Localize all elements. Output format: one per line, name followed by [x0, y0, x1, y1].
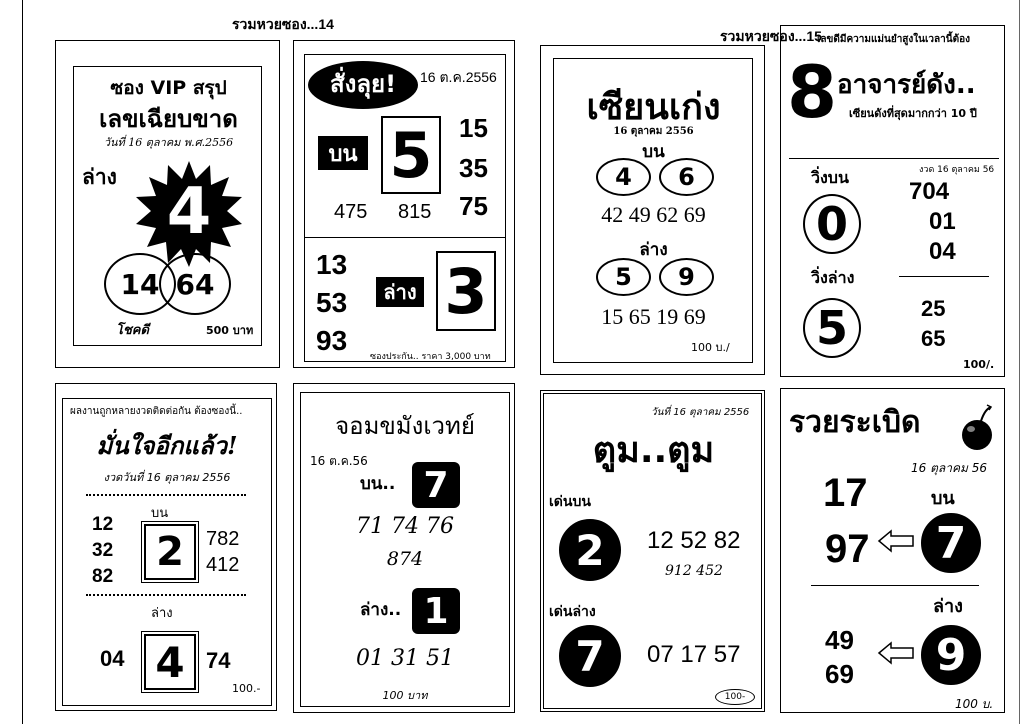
ruay-price: 100 บ. [955, 697, 994, 711]
ajarn-divider-2 [899, 276, 989, 277]
ruay-date: 16 ตุลาคม 56 [911, 461, 987, 475]
sianeng-price: 100 บ./ [691, 341, 730, 354]
jom-low-nums: 01 31 51 [356, 646, 454, 671]
toom-top-circle: 2 [559, 519, 621, 581]
manjai-top-digit: 2 [156, 529, 184, 575]
manjai-divider-1 [86, 494, 246, 496]
sianeng-top-circle-2: 6 [659, 158, 714, 196]
sangluy-note: ซองประกัน.. ราคา 3,000 บาท [370, 352, 491, 362]
panel-toom [540, 390, 765, 712]
jom-price: 100 บาท [382, 689, 428, 702]
ajarn-run-top-label: วิ่งบน [811, 168, 849, 187]
toom-low-circle: 7 [559, 625, 621, 687]
sangluy-low-label: ล่าง [376, 277, 424, 307]
ajarn-run-low-label: วิ่งล่าง [811, 268, 855, 287]
ajarn-run-top-circle: 0 [803, 194, 861, 254]
manjai-title: มั่นใจอีกแล้ว! [96, 431, 238, 460]
manjai-low-box [144, 634, 196, 690]
vip-pair-circle-2: 64 [159, 253, 231, 315]
manjai-low-left: 04 [100, 646, 125, 671]
sangluy-divider [304, 237, 506, 238]
sianeng-low-label: ล่าง [639, 240, 668, 260]
header-right: รวมหวยซอง...15 [720, 28, 822, 44]
toom-top-label: เด่นบน [549, 494, 591, 510]
vip-brand: โชคดี [116, 323, 149, 338]
panel-sangluy [293, 40, 515, 368]
sangluy-top-digit: 5 [389, 118, 433, 192]
ruay-title: รวยระเบิด [789, 405, 921, 440]
toom-price: 100- [715, 689, 755, 705]
sangluy-date: 16 ต.ค.2556 [420, 69, 497, 85]
ruay-top-label: บน [931, 488, 955, 509]
sianeng-top-circle-1: 4 [596, 158, 651, 196]
panel-vip [55, 40, 280, 368]
ruay-top-circle: 7 [921, 513, 981, 573]
manjai-top-left-1: 12 [92, 514, 114, 535]
sangluy-title: สั่งลุย! [308, 61, 418, 109]
sianeng-date: 16 ตุลาคม 2556 [613, 126, 694, 137]
sangluy-side-2: 35 [459, 153, 488, 183]
jom-top-nums: 71 74 76 [356, 514, 454, 539]
ajarn-run-low-circle: 5 [803, 298, 861, 358]
manjai-date: งวดวันที่ 16 ตุลาคม 2556 [103, 471, 231, 484]
manjai-price: 100.- [232, 682, 261, 695]
arrow-left-icon [877, 529, 915, 553]
manjai-top-left-2: 32 [92, 540, 114, 561]
toom-title: ตูม..ตูม [592, 430, 715, 471]
toom-top-nums: 12 52 82 [647, 527, 741, 554]
panel-sianeng [540, 45, 765, 375]
manjai-low-label: ล่าง [151, 606, 173, 621]
toom-date: วันที่ 16 ตุลาคม 2556 [651, 407, 750, 418]
sangluy-top-label: บน [318, 136, 368, 170]
ruay-top-left-2: 97 [825, 527, 870, 571]
left-margin-line [22, 0, 23, 724]
jom-low-digit: 1 [412, 588, 460, 634]
ajarn-price: 100/. [963, 358, 995, 371]
sangluy-low-left-2: 53 [316, 287, 348, 318]
jom-top-digit: 7 [412, 462, 460, 508]
jom-top-label: บน.. [360, 474, 396, 494]
sianeng-top-label: บน [642, 142, 665, 162]
header-left: รวมหวยซอง...14 [232, 16, 334, 32]
ruay-low-label: ล่าง [933, 596, 963, 617]
vip-pair-circle-1: 14 [104, 253, 176, 315]
vip-date: วันที่ 16 ตุลาคม พ.ศ.2556 [103, 136, 234, 149]
manjai-top-label: บน [151, 506, 169, 521]
vip-lower-label: ล่าง [82, 165, 117, 189]
vip-price: 500 บาท [206, 324, 254, 337]
vip-lower-digit: 4 [166, 175, 212, 249]
manjai-low-right: 74 [206, 648, 231, 673]
jom-triple: 874 [386, 548, 424, 570]
arrow-left-icon-2 [877, 641, 915, 665]
ajarn-big: 8 [787, 50, 838, 134]
vip-line2: เลขเฉียบขาด [99, 105, 238, 133]
panel-ajarn [780, 25, 1005, 377]
jom-date: 16 ต.ค.56 [310, 454, 368, 468]
ajarn-title: อาจารย์ดัง.. [837, 70, 976, 100]
sianeng-top-nums: 42 49 62 69 [601, 202, 706, 227]
ruay-low-left-1: 49 [825, 625, 854, 655]
manjai-low-digit: 4 [155, 637, 185, 687]
sianeng-low-circle-1: 5 [596, 258, 651, 296]
ajarn-tagline: เลขดีมีความแม่นยำสูงในเวลานี้ต้อง [816, 34, 971, 45]
sangluy-low-left-1: 13 [316, 249, 348, 280]
sianeng-low-circle-2: 9 [659, 258, 714, 296]
ajarn-sub: เซียนดังที่สุดมากกว่า 10 ปี [849, 107, 977, 120]
sangluy-triple-2: 815 [398, 201, 432, 223]
sangluy-low-left-3: 93 [316, 325, 348, 356]
ruay-low-circle: 9 [921, 625, 981, 685]
sianeng-title: เซียนเก่ง [586, 87, 721, 128]
manjai-divider-2 [86, 594, 246, 596]
ruay-low-left-2: 69 [825, 659, 854, 689]
ruay-divider [811, 585, 979, 586]
manjai-tagline: ผลงานถูกหลายงวดติดต่อกัน ต้องซองนี้.. [70, 406, 243, 417]
manjai-top-right-1: 782 [206, 528, 240, 550]
ruay-top-left-1: 17 [823, 471, 868, 515]
sangluy-top-digit-box [381, 116, 441, 194]
sianeng-low-nums: 15 65 19 69 [601, 304, 706, 329]
ajarn-top-num-1: 704 [909, 178, 950, 205]
sangluy-triple-1: 475 [334, 201, 368, 223]
bomb-icon [959, 403, 997, 453]
manjai-top-box [144, 524, 196, 580]
sangluy-low-digit-box [436, 251, 496, 331]
ajarn-date: งวด 16 ตุลาคม 56 [919, 165, 995, 175]
ajarn-top-num-2: 01 [929, 208, 956, 235]
sangluy-side-3: 75 [459, 191, 488, 221]
manjai-top-left-3: 82 [92, 566, 114, 587]
ajarn-top-num-3: 04 [929, 238, 956, 265]
sangluy-side-1: 15 [459, 113, 488, 143]
toom-top-triples: 912 452 [665, 563, 723, 579]
ajarn-low-num-1: 25 [921, 296, 946, 321]
ajarn-low-num-2: 65 [921, 326, 946, 351]
panel-ruay [780, 388, 1005, 713]
toom-low-nums: 07 17 57 [647, 641, 741, 668]
panel-manjai [55, 383, 277, 711]
manjai-top-right-2: 412 [206, 554, 240, 576]
toom-low-label: เด่นล่าง [549, 604, 596, 620]
jom-low-label: ล่าง.. [360, 600, 402, 620]
vip-line1: ซอง VIP สรุป [110, 77, 227, 99]
ajarn-divider [789, 158, 999, 159]
right-margin-line [1019, 0, 1020, 724]
panel-jom [293, 383, 515, 713]
jom-title: จอมขมังเวทย์ [335, 412, 475, 440]
sangluy-low-digit: 3 [444, 254, 488, 328]
